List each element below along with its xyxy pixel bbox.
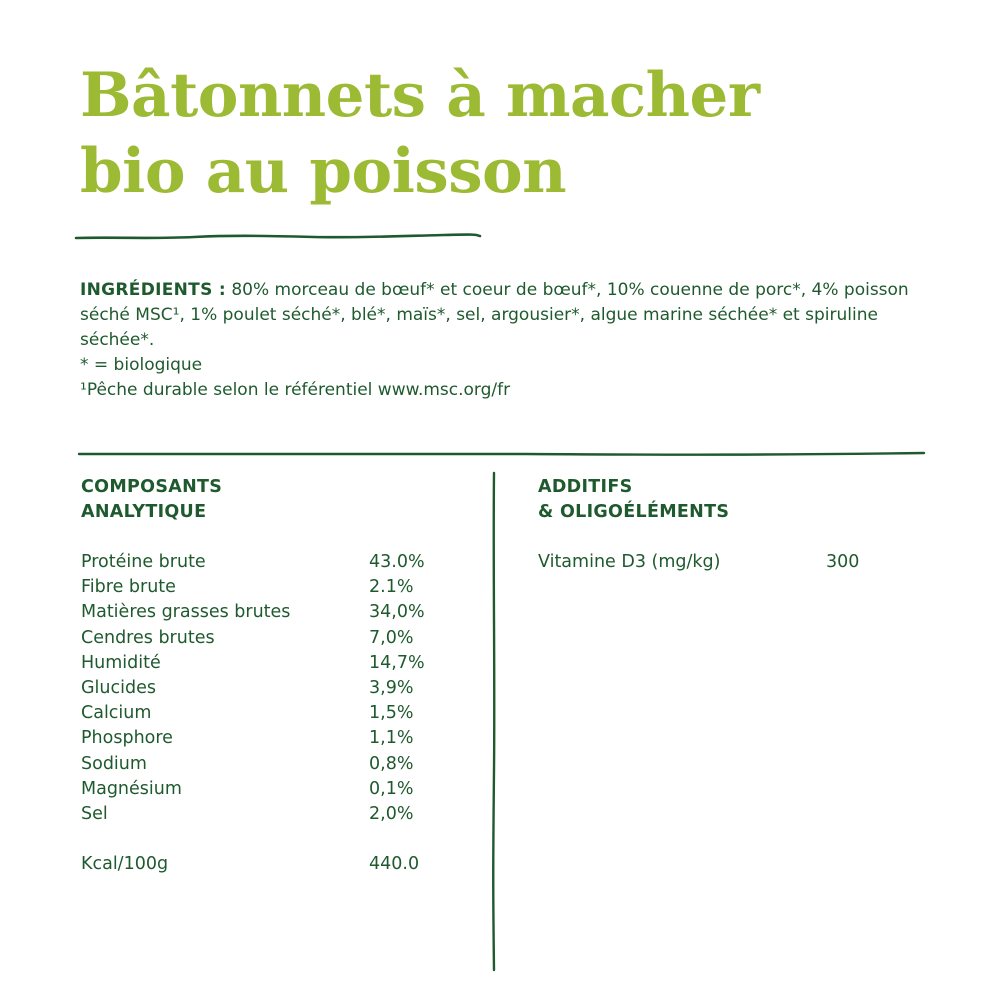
- ingredients-label: INGRÉDIENTS :: [80, 280, 226, 300]
- additifs-heading-line-1: ADDITIFS: [538, 477, 633, 497]
- ingredients-text: [80, 278, 940, 353]
- ingredients-list: 80% morceau de bœuf* et coeur de bœuf*, 10% couenne de porc*, 4% poisson séché MSC¹, 1% poulet séché*, blé*, maïs*, sel, argousier*, algue marine séchée* et spiruline séchée*.: [80, 280, 909, 350]
- row-name: Fibre brute: [81, 577, 176, 598]
- table-row: [81, 600, 481, 625]
- section-divider: [76, 447, 928, 461]
- page-title: [80, 58, 960, 210]
- table-row: [81, 701, 481, 726]
- row-value: 300: [826, 552, 860, 572]
- row-spacer: [81, 827, 481, 852]
- row-name: Sel: [81, 803, 108, 824]
- note-msc: ¹Pêche durable selon le référentiel www.msc.org/fr: [80, 380, 511, 400]
- additifs-table: [538, 550, 958, 575]
- energy-value: 440.0: [369, 854, 420, 875]
- table-row: [81, 752, 481, 777]
- row-name: Magnésium: [81, 778, 182, 799]
- additifs-heading-line-2: & OLIGOÉLÉMENTS: [538, 502, 730, 522]
- table-row: [81, 726, 481, 751]
- row-name: Protéine brute: [81, 552, 206, 572]
- row-name: Glucides: [81, 677, 156, 698]
- ingredients-section: [80, 278, 940, 403]
- row-value: 1,5%: [369, 703, 414, 724]
- row-value: 2,0%: [369, 803, 414, 824]
- row-value: 0,8%: [369, 753, 414, 774]
- additifs-heading: [538, 475, 729, 525]
- row-name: Matières grasses brutes: [81, 602, 291, 623]
- row-value: 0,1%: [369, 778, 414, 799]
- composants-heading-line-1: COMPOSANTS: [81, 477, 223, 497]
- row-name: Cendres brutes: [81, 627, 215, 648]
- row-name: Sodium: [81, 753, 147, 774]
- table-row: [81, 676, 481, 701]
- note-biologique: * = biologique: [80, 355, 203, 375]
- row-value: 14,7%: [369, 652, 425, 673]
- table-row: [81, 575, 481, 600]
- row-value: 7,0%: [369, 627, 414, 648]
- row-name: Humidité: [81, 652, 161, 673]
- composants-heading-line-2: ANALYTIQUE: [81, 502, 207, 522]
- composants-heading: [81, 475, 222, 525]
- table-row: [81, 651, 481, 676]
- row-name: Vitamine D3 (mg/kg): [538, 552, 721, 572]
- row-name: Phosphore: [81, 728, 173, 749]
- table-row: [81, 777, 481, 802]
- row-value: 43.0%: [369, 552, 425, 572]
- row-name: Calcium: [81, 703, 152, 724]
- title-line-1: Bâtonnets à macher: [80, 60, 760, 131]
- energy-name: Kcal/100g: [81, 854, 169, 875]
- composants-table: [81, 550, 481, 877]
- title-line-2: bio au poisson: [80, 136, 567, 207]
- table-row: [81, 802, 481, 827]
- energy-row: [81, 852, 481, 877]
- column-divider: [487, 470, 501, 975]
- title-underline: [74, 228, 484, 244]
- table-row: [81, 550, 481, 575]
- row-value: 3,9%: [369, 677, 414, 698]
- row-value: 2.1%: [369, 577, 414, 598]
- table-row: [81, 626, 481, 651]
- table-row: [538, 550, 958, 575]
- row-value: 34,0%: [369, 602, 425, 623]
- row-value: 1,1%: [369, 728, 414, 749]
